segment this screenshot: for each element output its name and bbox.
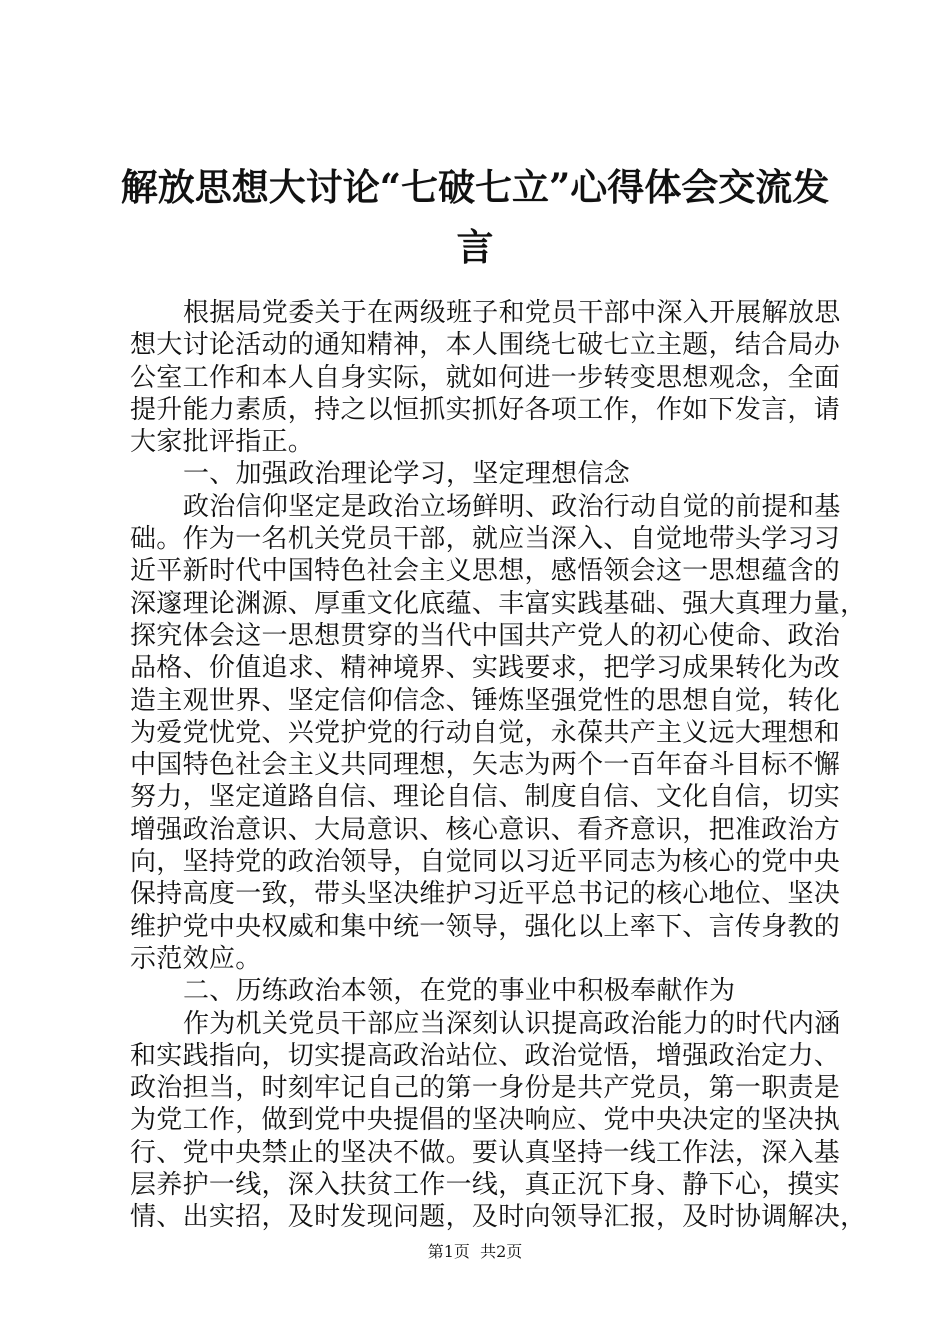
paragraph-2-line: 政治信仰坚定是政治立场鲜明、政治行动自觉的前提和基 [183, 491, 841, 522]
paragraph-2-line: 探究体会这一思想贯穿的当代中国共产党人的初心使命、政治 [130, 620, 841, 651]
section-heading-1: 一、加强政治理论学习，坚定理想信念 [183, 459, 631, 490]
paragraph-1-line: 根据局党委关于在两级班子和党员干部中深入开展解放思 [183, 298, 841, 328]
paragraph-2-line: 努力，坚定道路自信、理论自信、制度自信、文化自信，切实 [130, 782, 841, 813]
title-line-1: 解放思想大讨论“七破七立”心得体会交流发 [120, 165, 830, 209]
page-number-footer: 第1页 共2页 [427, 1242, 523, 1261]
paragraph-2-line: 深邃理论渊源、厚重文化底蕴、丰富实践基础、强大真理力量， [130, 588, 867, 619]
paragraph-2-line: 增强政治意识、大局意识、核心意识、看齐意识，把准政治方 [130, 814, 841, 845]
paragraph-2-line: 保持高度一致，带头坚决维护习近平总书记的核心地位、坚决 [130, 879, 841, 910]
document-body [130, 297, 867, 1234]
paragraph-2-line: 造主观世界、坚定信仰信念、锤炼坚强党性的思想自觉，转化 [130, 685, 841, 716]
title-line-2: 言 [456, 225, 494, 269]
paragraph-3-line: 和实践指向，切实提高政治站位、政治觉悟，增强政治定力、 [130, 1040, 841, 1071]
paragraph-3-line: 行、党中央禁止的坚决不做。要认真坚持一线工作法，深入基 [130, 1137, 841, 1168]
paragraph-3-line: 为党工作，做到党中央提倡的坚决响应、党中央决定的坚决执 [130, 1105, 841, 1136]
paragraph-2-line: 向，坚持党的政治领导，自觉同以习近平同志为核心的党中央 [130, 847, 841, 878]
paragraph-3-line: 层养护一线，深入扶贫工作一线，真正沉下身、静下心，摸实 [130, 1170, 841, 1201]
paragraph-2-line: 中国特色社会主义共同理想，矢志为两个一百年奋斗目标不懈 [130, 750, 841, 781]
paragraph-3-line: 作为机关党员干部应当深刻认识提高政治能力的时代内涵 [183, 1008, 841, 1039]
paragraph-2-line: 近平新时代中国特色社会主义思想，感悟领会这一思想蕴含的 [130, 556, 841, 587]
paragraph-2-line: 品格、价值追求、精神境界、实践要求，把学习成果转化为改 [130, 653, 841, 684]
paragraph-1-line: 公室工作和本人自身实际，就如何进一步转变思想观念，全面 [130, 362, 841, 393]
paragraph-1-line: 提升能力素质，持之以恒抓实抓好各项工作，作如下发言，请 [130, 394, 841, 425]
paragraph-3-line: 政治担当，时刻牢记自己的第一身份是共产党员，第一职责是 [130, 1073, 841, 1104]
paragraph-2-line: 为爱党忧党、兴党护党的行动自觉，永葆共产主义远大理想和 [130, 717, 841, 748]
paragraph-2-line: 础。作为一名机关党员干部，就应当深入、自觉地带头学习习 [130, 524, 841, 555]
paragraph-2-line: 维护党中央权威和集中统一领导，强化以上率下、言传身教的 [130, 911, 841, 942]
paragraph-2-line: 示范效应。 [130, 943, 262, 974]
paragraph-1-line: 想大讨论活动的通知精神，本人围绕七破七立主题，结合局办 [130, 330, 841, 361]
section-heading-2: 二、历练政治本领，在党的事业中积极奉献作为 [183, 976, 736, 1007]
paragraph-1-line: 大家批评指正。 [130, 427, 315, 458]
paragraph-3-line: 情、出实招，及时发现问题，及时向领导汇报，及时协调解决， [130, 1202, 867, 1233]
document-title [118, 157, 832, 277]
